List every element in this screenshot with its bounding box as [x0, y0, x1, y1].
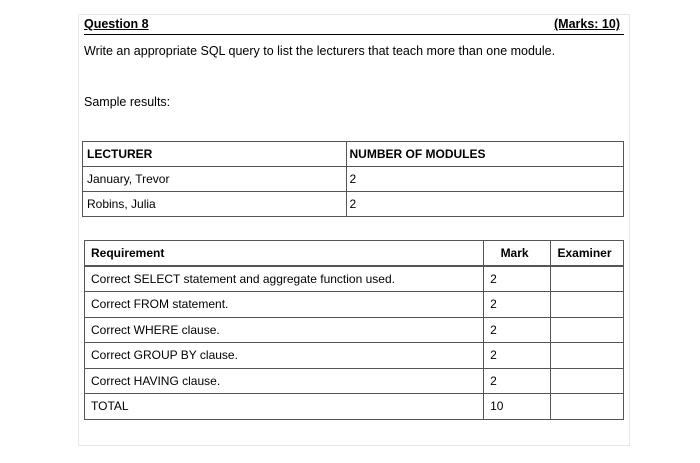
table-row: [83, 192, 624, 217]
header-number-of-modules: NUMBER OF MODULES: [346, 142, 623, 167]
table-row: [85, 292, 624, 318]
sample-results-label: Sample results:: [84, 95, 171, 109]
table-row: [85, 317, 624, 343]
table-row: [85, 266, 624, 292]
cell-examiner: [551, 368, 624, 394]
header-examiner: Examiner: [551, 241, 624, 267]
cell-examiner: [551, 317, 624, 343]
question-title: Question 8: [84, 17, 149, 31]
cell-examiner: [551, 394, 624, 420]
header-requirement: Requirement: [85, 241, 484, 267]
cell-requirement: Correct WHERE clause.: [85, 317, 484, 343]
cell-mark: 2: [484, 317, 551, 343]
header-mark: Mark: [484, 241, 551, 267]
table-row: [85, 368, 624, 394]
table-header-row: [83, 142, 624, 167]
table-row-total: [85, 394, 624, 420]
question-prompt: Write an appropriate SQL query to list the lecturers that teach more than one module.: [84, 44, 556, 58]
header-lecturer: LECTURER: [83, 142, 347, 167]
cell-module-count: 2: [346, 192, 623, 217]
cell-total-label: TOTAL: [85, 394, 484, 420]
cell-examiner: [551, 343, 624, 369]
cell-requirement: Correct GROUP BY clause.: [85, 343, 484, 369]
marking-rubric-table: [84, 240, 624, 420]
cell-requirement: Correct SELECT statement and aggregate function used.: [85, 266, 484, 292]
sample-results-table: [82, 141, 624, 217]
cell-requirement: Correct HAVING clause.: [85, 368, 484, 394]
cell-mark: 2: [484, 266, 551, 292]
cell-examiner: [551, 266, 624, 292]
cell-lecturer: Robins, Julia: [83, 192, 347, 217]
heading-divider: [84, 34, 624, 35]
cell-mark: 2: [484, 368, 551, 394]
cell-total-mark: 10: [484, 394, 551, 420]
cell-module-count: 2: [346, 167, 623, 192]
cell-mark: 2: [484, 292, 551, 318]
cell-lecturer: January, Trevor: [83, 167, 347, 192]
table-row: [85, 343, 624, 369]
cell-mark: 2: [484, 343, 551, 369]
table-header-row: [85, 241, 624, 267]
cell-examiner: [551, 292, 624, 318]
cell-requirement: Correct FROM statement.: [85, 292, 484, 318]
question-marks: (Marks: 10): [554, 17, 620, 31]
table-row: [83, 167, 624, 192]
